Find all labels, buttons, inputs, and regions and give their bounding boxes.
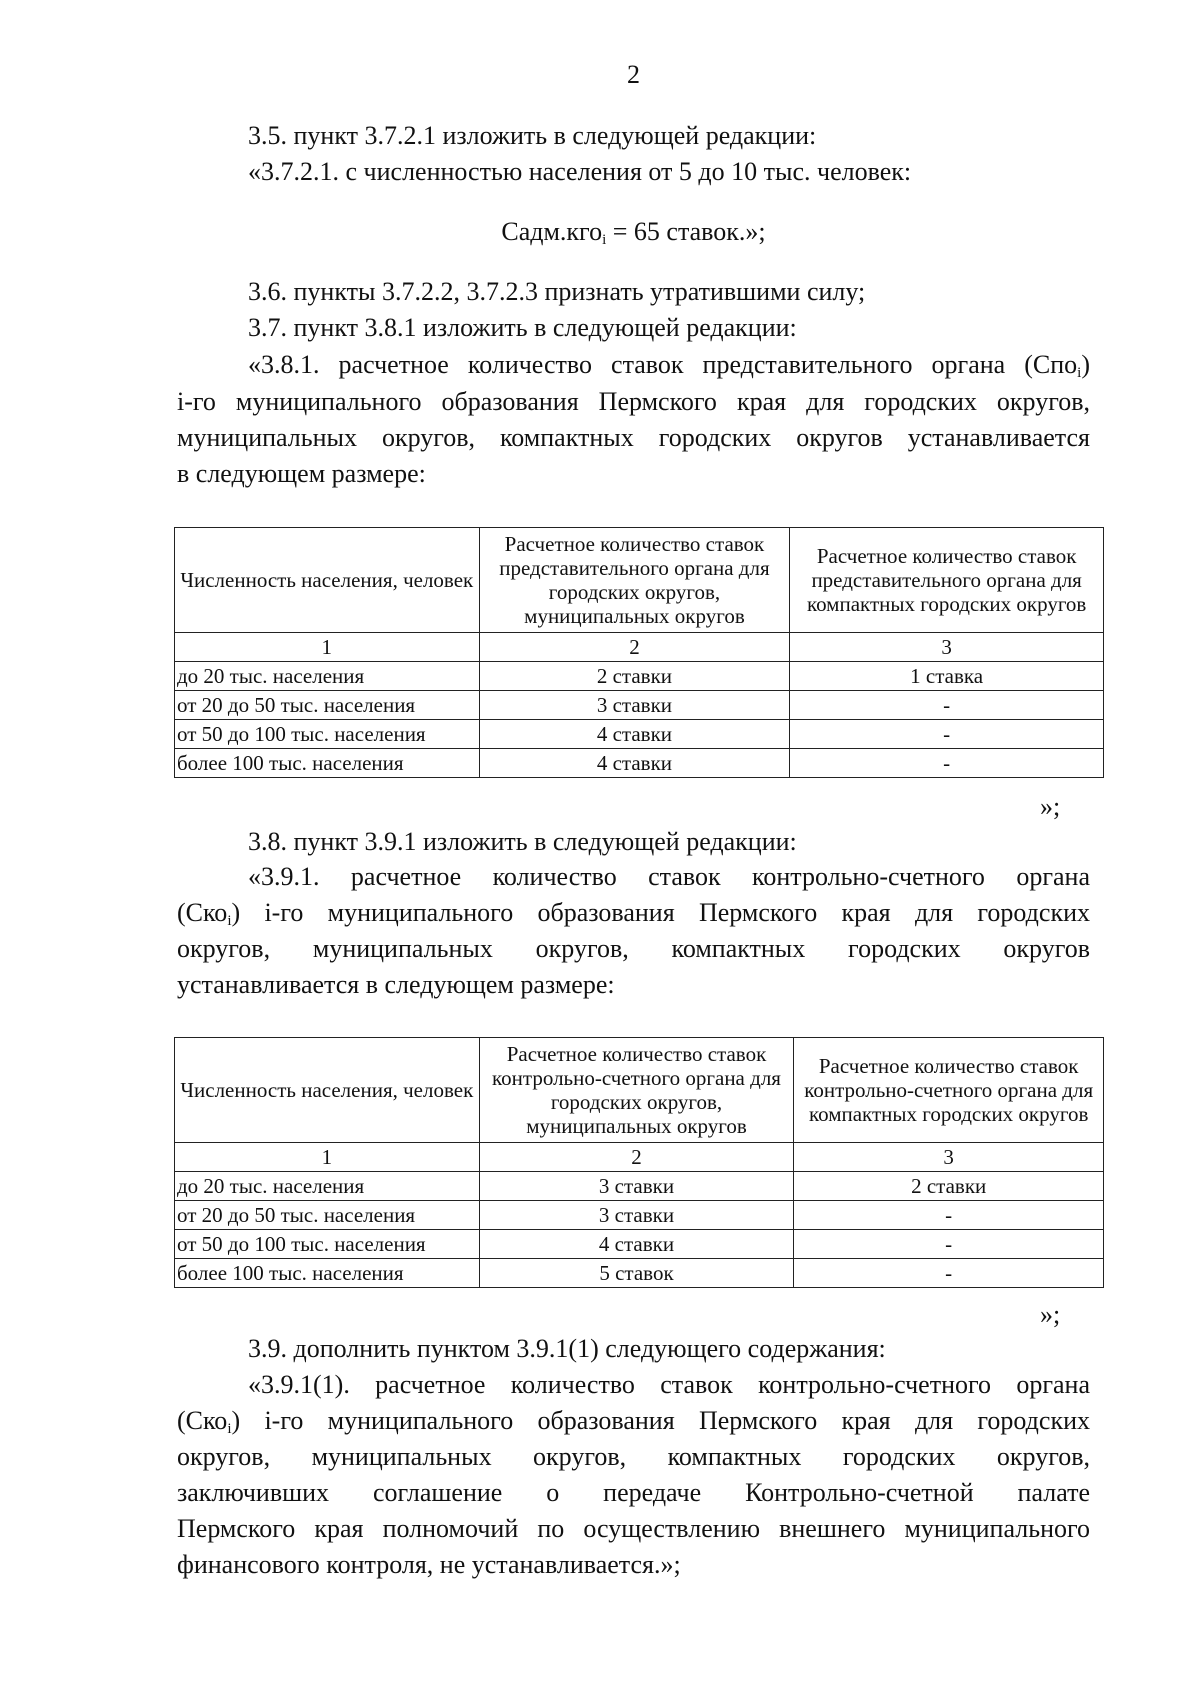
- table-header-cell: Расчетное количество ставок контрольно-счетного органа для городских округов, муниципальных округов: [479, 1038, 794, 1143]
- table-row: [175, 1172, 1104, 1201]
- paragraph-3-7: 3.7. пункт 3.8.1 изложить в следующей редакции:: [248, 313, 797, 342]
- rate-cell: -: [794, 1230, 1104, 1259]
- population-cell: от 50 до 100 тыс. населения: [175, 720, 480, 749]
- table-column-number: 3: [790, 633, 1104, 662]
- rate-cell: -: [790, 691, 1104, 720]
- formula: [0, 217, 1200, 247]
- table-row: [175, 1230, 1104, 1259]
- quote-3-8-1-line-2: i-го муниципального образования Пермского края для городских округов,: [177, 387, 1090, 416]
- staff-table-representative: [174, 527, 1104, 778]
- quote-3-9-1-1-rest: ) i-го муниципального образования Пермского края для городских: [231, 1406, 1090, 1435]
- rate-cell: 1 ставка: [790, 662, 1104, 691]
- staff-table-control: [174, 1037, 1104, 1288]
- population-cell: до 20 тыс. населения: [175, 1172, 480, 1201]
- table-row: [175, 1201, 1104, 1230]
- table-header-cell: Численность населения, человек: [175, 528, 480, 633]
- quote-3-9-1-1-line-2: [177, 1406, 1090, 1436]
- population-cell: до 20 тыс. населения: [175, 662, 480, 691]
- rate-cell: 3 ставки: [479, 691, 790, 720]
- quote-3-9-1-subscript: i: [227, 913, 232, 929]
- quote-3-8-1-text: «3.8.1. расчетное количество ставок представительного органа (Спо: [248, 350, 1078, 379]
- table-column-number-row: [175, 1143, 1104, 1172]
- quote-3-9-1-line-3: округов, муниципальных округов, компактных городских округов: [177, 934, 1090, 963]
- table-column-number: 2: [479, 633, 790, 662]
- rate-cell: 3 ставки: [479, 1201, 794, 1230]
- quote-3-9-1-line-1: «3.9.1. расчетное количество ставок контрольно-счетного органа: [248, 862, 1090, 891]
- table-row: [175, 1259, 1104, 1288]
- paragraph-3-8: 3.8. пункт 3.9.1 изложить в следующей редакции:: [248, 827, 797, 856]
- quote-3-8-1-subscript: i: [1077, 365, 1082, 381]
- quote-3-9-1-1-text: (Ско: [177, 1406, 228, 1435]
- quote-3-8-1-paren: ): [1081, 350, 1090, 379]
- quote-3-9-1-1-line-5: Пермского края полномочий по осуществлению внешнего муниципального: [177, 1514, 1090, 1543]
- rate-cell: -: [790, 749, 1104, 778]
- rate-cell: 4 ставки: [479, 749, 790, 778]
- rate-cell: 3 ставки: [479, 1172, 794, 1201]
- formula-rest: = 65 ставок.»;: [606, 217, 766, 246]
- quote-3-9-1-1-line-3: округов, муниципальных округов, компактных городских округов,: [177, 1442, 1090, 1471]
- rate-cell: 2 ставки: [794, 1172, 1104, 1201]
- table-column-number: 1: [175, 1143, 480, 1172]
- rate-cell: -: [794, 1201, 1104, 1230]
- table-header-cell: Расчетное количество ставок представительного органа для городских округов, муниципальных округов: [479, 528, 790, 633]
- table-column-number-row: [175, 633, 1104, 662]
- rate-cell: 4 ставки: [479, 1230, 794, 1259]
- quote-3-9-1-1-line-1: «3.9.1(1). расчетное количество ставок контрольно-счетного органа: [248, 1370, 1090, 1399]
- formula-subscript: i: [602, 232, 607, 248]
- quote-3-9-1-line-4: устанавливается в следующем размере:: [177, 970, 615, 999]
- quote-3-8-1-line-4: в следующем размере:: [177, 459, 426, 488]
- table-header-cell: Расчетное количество ставок представительного органа для компактных городских округов: [790, 528, 1104, 633]
- table-header-cell: Численность населения, человек: [175, 1038, 480, 1143]
- quote-3-8-1-line-1: [248, 350, 1090, 380]
- table-row: [175, 749, 1104, 778]
- quote-3-9-1-rest: ) i-го муниципального образования Пермского края для городских: [231, 898, 1090, 927]
- population-cell: от 20 до 50 тыс. населения: [175, 691, 480, 720]
- paragraph-3-6: 3.6. пункты 3.7.2.2, 3.7.2.3 признать утратившими силу;: [248, 277, 866, 306]
- quote-3-7-2-1: «3.7.2.1. с численностью населения от 5 до 10 тыс. человек:: [248, 157, 912, 186]
- population-cell: более 100 тыс. населения: [175, 1259, 480, 1288]
- formula-base: Садм.кго: [501, 217, 603, 246]
- quote-3-9-1-1-subscript: i: [227, 1421, 232, 1437]
- quote-3-9-1-line-2: [177, 898, 1090, 928]
- quote-3-8-1-line-3: муниципальных округов, компактных городских округов устанавливается: [177, 423, 1090, 452]
- table-column-number: 1: [175, 633, 480, 662]
- table-row: [175, 691, 1104, 720]
- table-column-number: 2: [479, 1143, 794, 1172]
- table-header-row: [175, 1038, 1104, 1143]
- population-cell: более 100 тыс. населения: [175, 749, 480, 778]
- table-header-cell: Расчетное количество ставок контрольно-счетного органа для компактных городских округов: [794, 1038, 1104, 1143]
- table-row: [175, 662, 1104, 691]
- quote-3-9-1-text: (Ско: [177, 898, 228, 927]
- quote-3-9-1-1-line-4: заключивших соглашение о передаче Контрольно-счетной палате: [177, 1478, 1090, 1507]
- table-row: [175, 720, 1104, 749]
- closing-quote-1: »;: [1040, 792, 1061, 821]
- closing-quote-2: »;: [1040, 1300, 1061, 1329]
- rate-cell: 4 ставки: [479, 720, 790, 749]
- table-header-row: [175, 528, 1104, 633]
- population-cell: от 50 до 100 тыс. населения: [175, 1230, 480, 1259]
- rate-cell: 2 ставки: [479, 662, 790, 691]
- paragraph-3-9: 3.9. дополнить пунктом 3.9.1(1) следующего содержания:: [248, 1334, 886, 1363]
- paragraph-3-5: 3.5. пункт 3.7.2.1 изложить в следующей редакции:: [248, 121, 817, 150]
- table-column-number: 3: [794, 1143, 1104, 1172]
- rate-cell: 5 ставок: [479, 1259, 794, 1288]
- rate-cell: -: [790, 720, 1104, 749]
- quote-3-9-1-1-line-6: финансового контроля, не устанавливается.»;: [177, 1550, 681, 1579]
- rate-cell: -: [794, 1259, 1104, 1288]
- population-cell: от 20 до 50 тыс. населения: [175, 1201, 480, 1230]
- page-number: 2: [627, 60, 640, 89]
